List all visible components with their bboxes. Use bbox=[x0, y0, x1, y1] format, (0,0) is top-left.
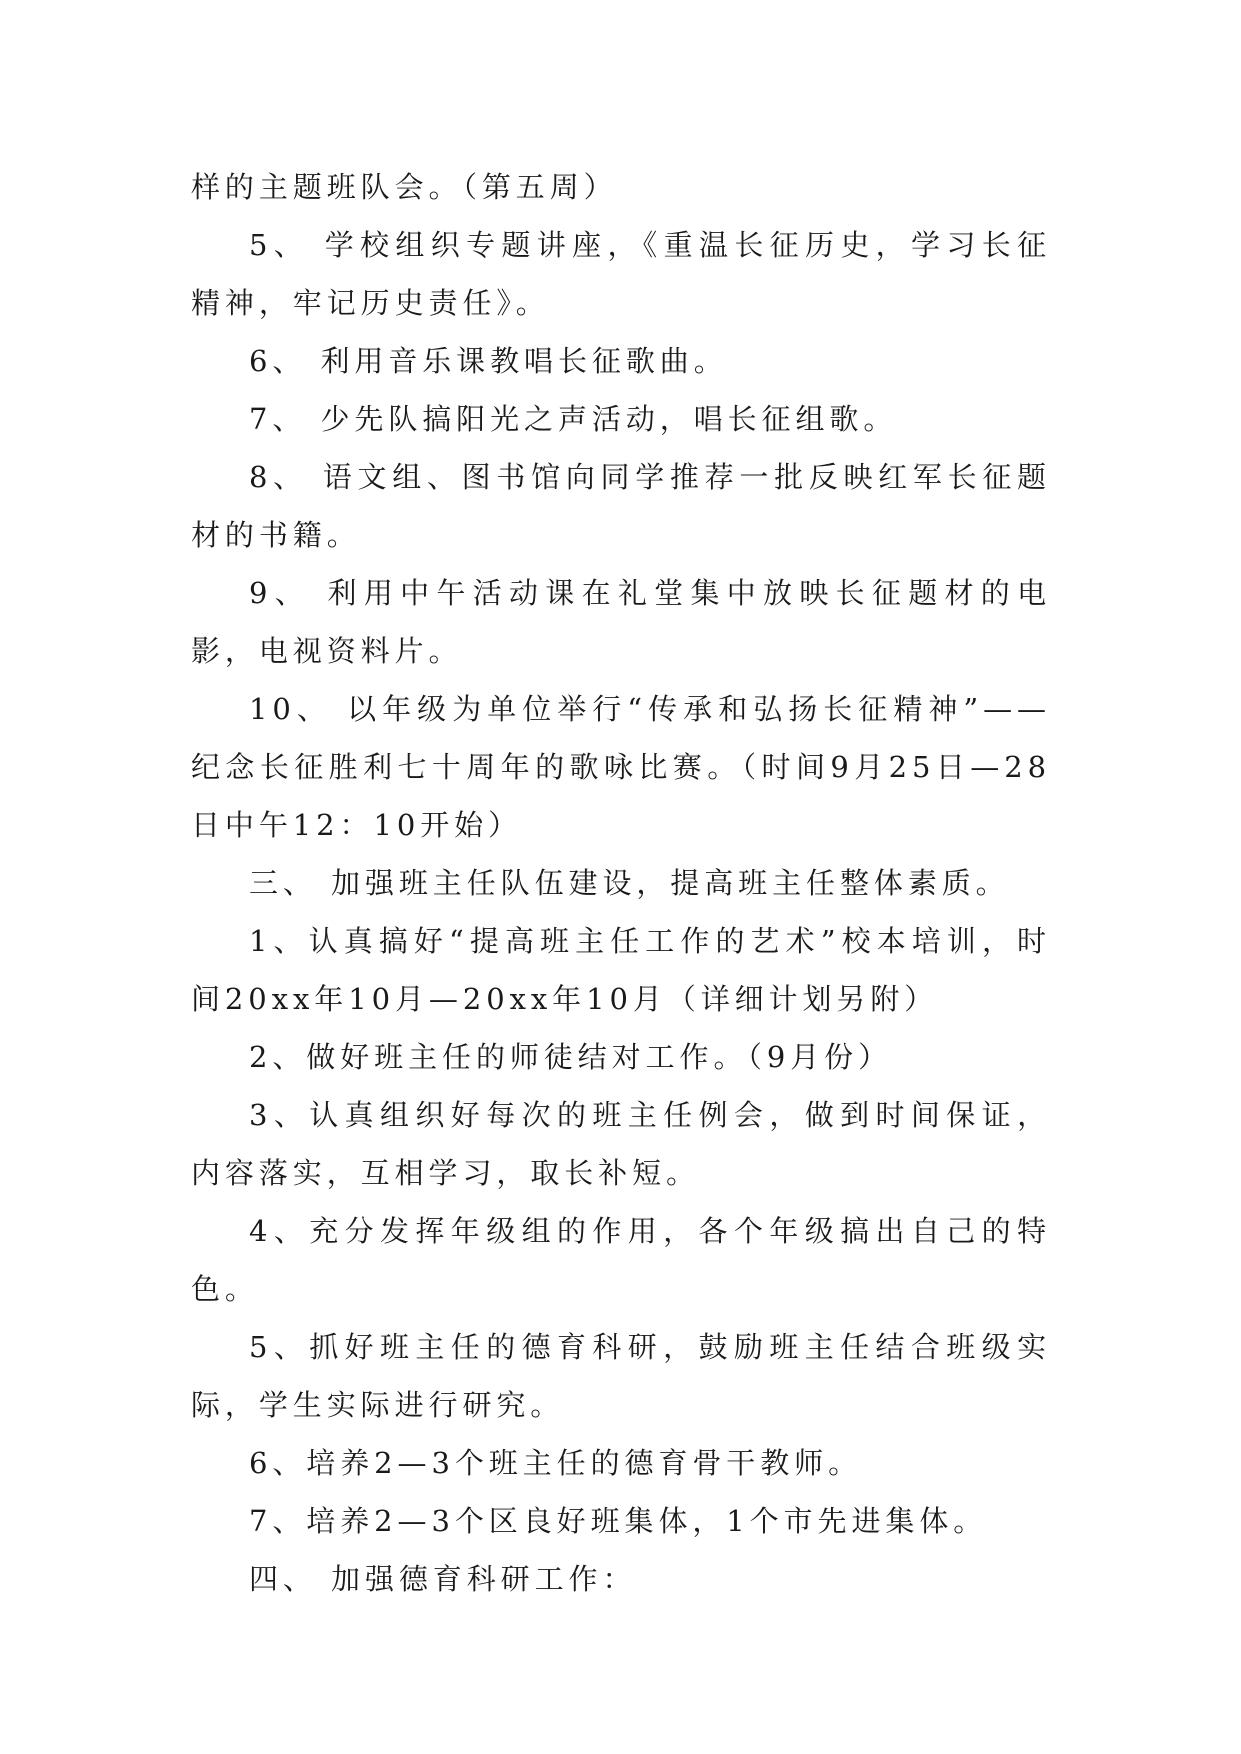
paragraph-2: 5、 学校组织专题讲座，《重温长征历史，学习长征精神，牢记历史责任》。 bbox=[191, 228, 1051, 320]
document-body bbox=[191, 158, 1051, 1608]
section-heading-4: 四、 加强德育科研工作： bbox=[249, 1562, 637, 1596]
paragraph-9: 1、认真搞好“提高班主任工作的艺术”校本培训，时间20xx年10月—20xx年10月（详细计划另附） bbox=[191, 924, 1051, 1016]
paragraph-10: 2、做好班主任的师徒结对工作。（9月份） bbox=[249, 1040, 893, 1074]
paragraph-3: 6、 利用音乐课教唱长征歌曲。 bbox=[249, 344, 728, 378]
paragraph-11: 3、认真组织好每次的班主任例会，做到时间保证，内容落实，互相学习，取长补短。 bbox=[191, 1098, 1051, 1190]
paragraph-14: 6、培养2—3个班主任的德育骨干教师。 bbox=[249, 1446, 863, 1480]
paragraph-6: 9、 利用中午活动课在礼堂集中放映长征题材的电影，电视资料片。 bbox=[191, 576, 1051, 668]
paragraph-1: 样的主题班队会。（第五周） bbox=[191, 170, 618, 204]
paragraph-15: 7、培养2—3个区良好班集体，1个市先进集体。 bbox=[249, 1504, 988, 1538]
paragraph-13: 5、抓好班主任的德育科研，鼓励班主任结合班级实际，学生实际进行研究。 bbox=[191, 1330, 1051, 1422]
paragraph-5: 8、 语文组、图书馆向同学推荐一批反映红军长征题材的书籍。 bbox=[191, 460, 1051, 552]
section-heading-3: 三、 加强班主任队伍建设，提高班主任整体素质。 bbox=[249, 866, 1010, 900]
paragraph-12: 4、充分发挥年级组的作用，各个年级搞出自己的特色。 bbox=[191, 1214, 1051, 1306]
paragraph-4: 7、 少先队搞阳光之声活动，唱长征组歌。 bbox=[249, 402, 898, 436]
paragraph-7: 10、 以年级为单位举行“传承和弘扬长征精神”——纪念长征胜利七十周年的歌咏比赛。（时间9月25日—28日中午12：10开始） bbox=[191, 692, 1051, 842]
